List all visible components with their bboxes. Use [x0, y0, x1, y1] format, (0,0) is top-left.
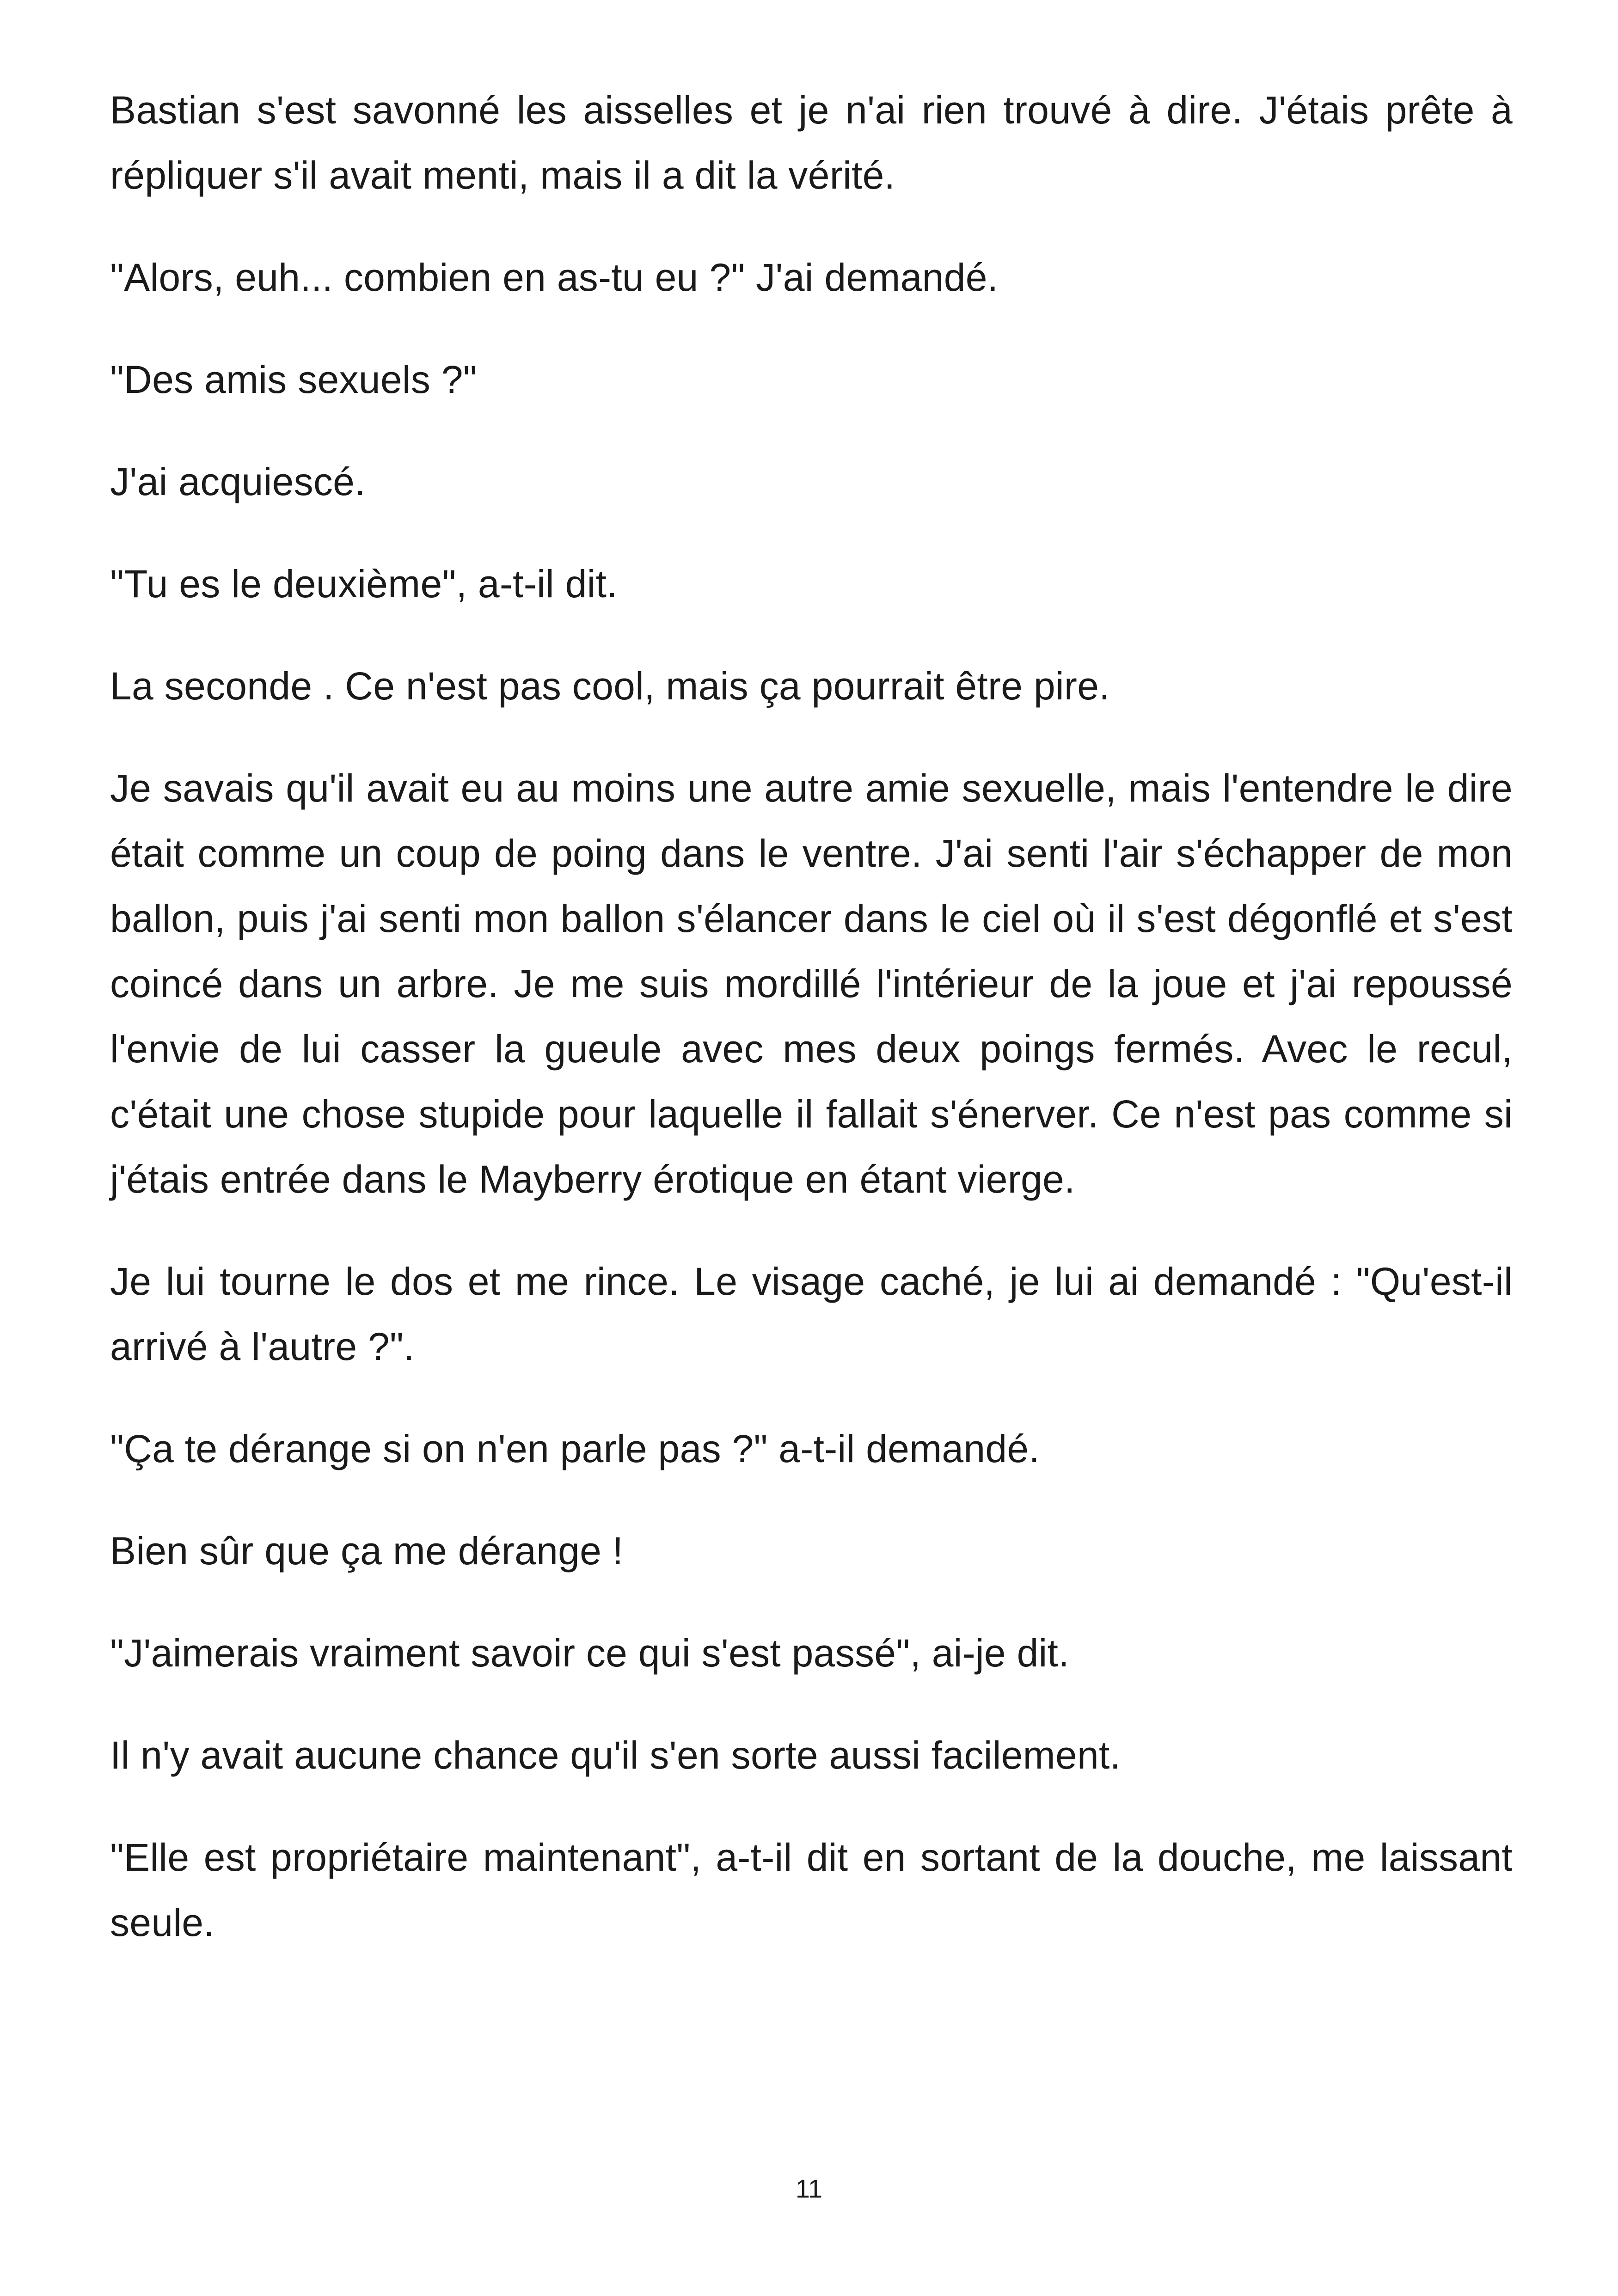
- paragraph-2: "Alors, euh... combien en as-tu eu ?" J'ai demandé.: [110, 256, 999, 299]
- paragraph-13: "Elle est propriétaire maintenant", a-t-il dit en sortant de la douche, me laissant seule.: [110, 1836, 1513, 1944]
- paragraph-3: "Des amis sexuels ?": [110, 358, 477, 401]
- paragraph-1: Bastian s'est savonné les aisselles et je n'ai rien trouvé à dire. J'étais prête à répliquer s'il avait menti, mais il a dit la vérité.: [110, 88, 1513, 197]
- paragraph-5: "Tu es le deuxième", a-t-il dit.: [110, 562, 618, 606]
- paragraph-4: J'ai acquiescé.: [110, 460, 366, 503]
- paragraph-10: Bien sûr que ça me dérange !: [110, 1529, 624, 1573]
- paragraph-9: "Ça te dérange si on n'en parle pas ?" a-t-il demandé.: [110, 1427, 1040, 1470]
- paragraph-7: Je savais qu'il avait eu au moins une autre amie sexuelle, mais l'entendre le dire était comme un coup de poing dans le ventre. J'ai senti l'air s'échapper de mon ballon, puis j'ai senti mon ballon s'élancer dans le ciel où il s'est dégonflé et s'est coincé dans un arbre. Je me suis mordillé l'intérieur de la joue et j'ai repoussé l'envie de lui casser la gueule avec mes deux poings fermés. Avec le recul, c'était une chose stupide pour laquelle il fallait s'énerver. Ce n'est pas comme si j'étais entrée dans le Mayberry érotique en étant vierge.: [110, 766, 1513, 1201]
- paragraph-11: "J'aimerais vraiment savoir ce qui s'est passé", ai-je dit.: [110, 1631, 1069, 1675]
- page-number: 11: [795, 2174, 823, 2203]
- page-body: [110, 78, 1513, 1992]
- paragraph-6: La seconde . Ce n'est pas cool, mais ça pourrait être pire.: [110, 664, 1110, 708]
- paragraph-12: Il n'y avait aucune chance qu'il s'en sorte aussi facilement.: [110, 1733, 1121, 1777]
- paragraph-8: Je lui tourne le dos et me rince. Le visage caché, je lui ai demandé : "Qu'est-il arrivé à l'autre ?".: [110, 1260, 1513, 1368]
